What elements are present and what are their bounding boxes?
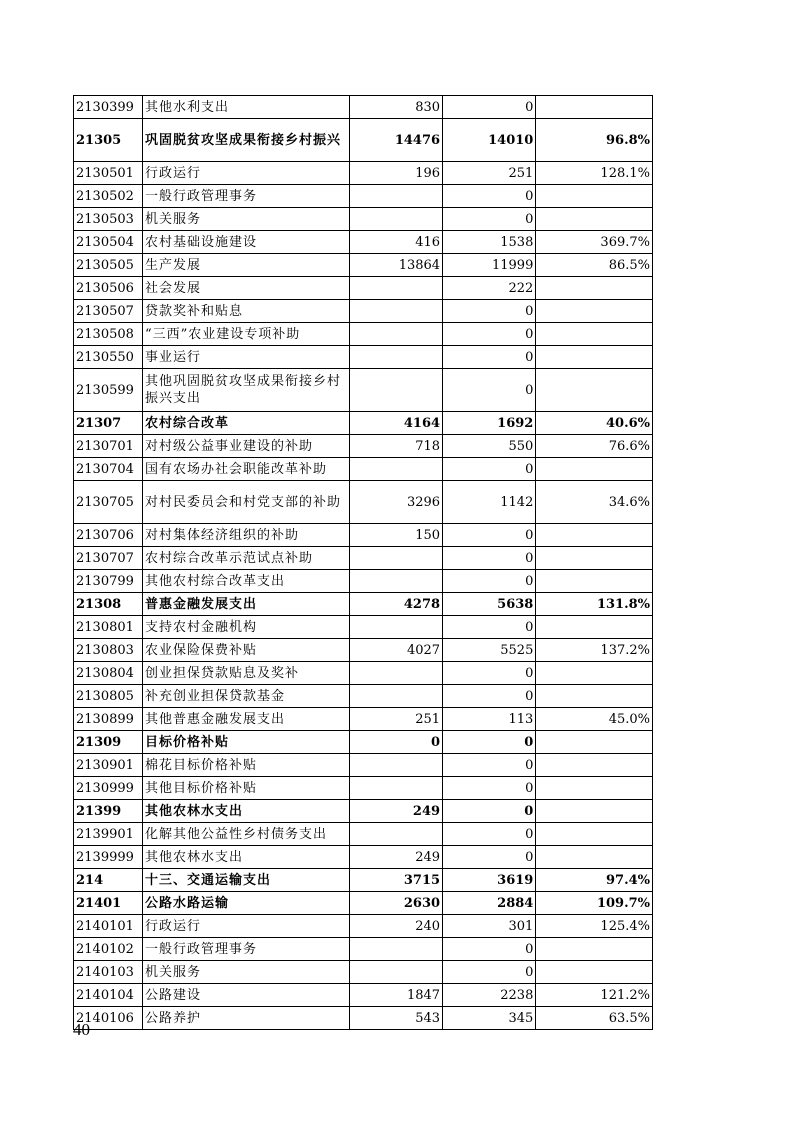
- row-percent: [536, 300, 653, 323]
- row-name: 补充创业担保贷款基金: [142, 685, 349, 708]
- row-value-2: 1142: [443, 481, 536, 524]
- row-code: 21309: [74, 731, 143, 754]
- table-row: [74, 254, 653, 277]
- row-value-2: 0: [443, 685, 536, 708]
- row-code: 2139901: [74, 823, 143, 846]
- row-value-1: [349, 185, 442, 208]
- row-name: 其他农林水支出: [142, 800, 349, 823]
- row-value-2: 0: [443, 96, 536, 119]
- row-name: 公路水路运输: [142, 892, 349, 915]
- table-row: [74, 458, 653, 481]
- row-value-2: 0: [443, 323, 536, 346]
- table-row: [74, 915, 653, 938]
- row-value-1: [349, 777, 442, 800]
- row-percent: [536, 96, 653, 119]
- row-percent: [536, 524, 653, 547]
- table-row: [74, 524, 653, 547]
- row-value-1: 4164: [349, 412, 442, 435]
- table-row: [74, 800, 653, 823]
- row-value-1: 0: [349, 731, 442, 754]
- row-value-1: [349, 547, 442, 570]
- row-name: 公路养护: [142, 1007, 349, 1030]
- row-value-2: 0: [443, 524, 536, 547]
- row-value-1: 240: [349, 915, 442, 938]
- row-value-2: 251: [443, 162, 536, 185]
- row-value-1: 14476: [349, 119, 442, 162]
- row-code: 2130503: [74, 208, 143, 231]
- budget-table: [73, 95, 653, 1030]
- row-value-1: [349, 277, 442, 300]
- row-name: 其他农林水支出: [142, 846, 349, 869]
- table-row: [74, 938, 653, 961]
- row-percent: 109.7%: [536, 892, 653, 915]
- row-code: 2130502: [74, 185, 143, 208]
- row-percent: [536, 323, 653, 346]
- row-value-2: 1538: [443, 231, 536, 254]
- row-name: 一般行政管理事务: [142, 185, 349, 208]
- row-percent: 40.6%: [536, 412, 653, 435]
- row-value-2: 345: [443, 1007, 536, 1030]
- row-code: 2140104: [74, 984, 143, 1007]
- row-value-1: [349, 346, 442, 369]
- table-row: [74, 593, 653, 616]
- row-code: 2140106: [74, 1007, 143, 1030]
- row-value-1: [349, 570, 442, 593]
- row-name: 对村级公益事业建设的补助: [142, 435, 349, 458]
- row-percent: [536, 754, 653, 777]
- row-value-1: 718: [349, 435, 442, 458]
- table-row: [74, 208, 653, 231]
- row-name: 其他水利支出: [142, 96, 349, 119]
- row-code: 2140103: [74, 961, 143, 984]
- row-value-1: [349, 616, 442, 639]
- table-row: [74, 412, 653, 435]
- row-value-1: 4027: [349, 639, 442, 662]
- row-percent: [536, 777, 653, 800]
- table-row: [74, 892, 653, 915]
- row-percent: [536, 961, 653, 984]
- row-name: 农村综合改革示范试点补助: [142, 547, 349, 570]
- row-value-2: 113: [443, 708, 536, 731]
- row-percent: 137.2%: [536, 639, 653, 662]
- row-value-1: 2630: [349, 892, 442, 915]
- row-value-2: 0: [443, 300, 536, 323]
- row-value-1: 543: [349, 1007, 442, 1030]
- table-body: [74, 96, 653, 1030]
- table-row: [74, 1007, 653, 1030]
- row-value-2: 0: [443, 938, 536, 961]
- row-value-2: 0: [443, 458, 536, 481]
- row-value-1: [349, 323, 442, 346]
- row-value-1: 3296: [349, 481, 442, 524]
- row-value-2: 5638: [443, 593, 536, 616]
- row-name: 对村集体经济组织的补助: [142, 524, 349, 547]
- row-value-2: 2884: [443, 892, 536, 915]
- row-code: 2130507: [74, 300, 143, 323]
- row-percent: [536, 369, 653, 412]
- row-percent: [536, 938, 653, 961]
- row-name: 其他巩固脱贫攻坚成果衔接乡村振兴支出: [142, 369, 349, 412]
- row-name: 社会发展: [142, 277, 349, 300]
- row-value-1: [349, 300, 442, 323]
- row-code: 21305: [74, 119, 143, 162]
- row-name: 支持农村金融机构: [142, 616, 349, 639]
- table-row: [74, 96, 653, 119]
- row-value-1: [349, 458, 442, 481]
- row-name: 农业保险保费补贴: [142, 639, 349, 662]
- row-percent: [536, 800, 653, 823]
- row-value-1: [349, 369, 442, 412]
- table-row: [74, 547, 653, 570]
- row-name: 其他农村综合改革支出: [142, 570, 349, 593]
- row-value-1: [349, 754, 442, 777]
- row-value-1: 4278: [349, 593, 442, 616]
- row-code: 2130999: [74, 777, 143, 800]
- row-name: 普惠金融发展支出: [142, 593, 349, 616]
- row-value-1: 416: [349, 231, 442, 254]
- row-code: 2130399: [74, 96, 143, 119]
- row-percent: [536, 685, 653, 708]
- row-value-2: 0: [443, 846, 536, 869]
- row-code: 2130599: [74, 369, 143, 412]
- table-row: [74, 231, 653, 254]
- row-percent: 76.6%: [536, 435, 653, 458]
- table-row: [74, 961, 653, 984]
- row-value-1: 150: [349, 524, 442, 547]
- row-percent: [536, 547, 653, 570]
- row-code: 21399: [74, 800, 143, 823]
- row-value-1: [349, 823, 442, 846]
- table-row: [74, 616, 653, 639]
- row-code: 2130705: [74, 481, 143, 524]
- table-row: [74, 300, 653, 323]
- table-row: [74, 869, 653, 892]
- row-value-2: 0: [443, 346, 536, 369]
- row-value-2: 0: [443, 961, 536, 984]
- row-percent: [536, 277, 653, 300]
- row-name: 农村综合改革: [142, 412, 349, 435]
- row-code: 2130799: [74, 570, 143, 593]
- row-value-2: 301: [443, 915, 536, 938]
- row-value-2: 0: [443, 800, 536, 823]
- table-row: [74, 685, 653, 708]
- row-name: 贷款奖补和贴息: [142, 300, 349, 323]
- table-row: [74, 119, 653, 162]
- row-percent: [536, 458, 653, 481]
- row-percent: [536, 570, 653, 593]
- row-name: 农村基础设施建设: [142, 231, 349, 254]
- row-value-1: 1847: [349, 984, 442, 1007]
- table-row: [74, 662, 653, 685]
- row-code: 2130707: [74, 547, 143, 570]
- row-code: 2130505: [74, 254, 143, 277]
- row-code: 2130706: [74, 524, 143, 547]
- row-percent: [536, 208, 653, 231]
- row-value-2: 0: [443, 547, 536, 570]
- row-value-1: 13864: [349, 254, 442, 277]
- row-code: 2130506: [74, 277, 143, 300]
- row-percent: 34.6%: [536, 481, 653, 524]
- row-value-2: 0: [443, 662, 536, 685]
- row-value-1: [349, 662, 442, 685]
- row-code: 2130701: [74, 435, 143, 458]
- row-name: 十三、交通运输支出: [142, 869, 349, 892]
- row-percent: 369.7%: [536, 231, 653, 254]
- row-percent: [536, 846, 653, 869]
- row-name: 行政运行: [142, 915, 349, 938]
- row-value-2: 0: [443, 823, 536, 846]
- row-value-2: 0: [443, 185, 536, 208]
- row-code: 2130804: [74, 662, 143, 685]
- row-value-2: 1692: [443, 412, 536, 435]
- row-name: 公路建设: [142, 984, 349, 1007]
- table-row: [74, 162, 653, 185]
- row-value-1: 249: [349, 846, 442, 869]
- row-value-1: 251: [349, 708, 442, 731]
- table-row: [74, 984, 653, 1007]
- row-code: 2130901: [74, 754, 143, 777]
- row-name: 对村民委员会和村党支部的补助: [142, 481, 349, 524]
- table-row: [74, 277, 653, 300]
- row-value-2: 0: [443, 570, 536, 593]
- table-row: [74, 708, 653, 731]
- row-code: 2130504: [74, 231, 143, 254]
- row-name: 巩固脱贫攻坚成果衔接乡村振兴: [142, 119, 349, 162]
- row-name: 化解其他公益性乡村债务支出: [142, 823, 349, 846]
- row-name: 一般行政管理事务: [142, 938, 349, 961]
- table-row: [74, 369, 653, 412]
- row-code: 2130550: [74, 346, 143, 369]
- table-row: [74, 846, 653, 869]
- row-value-1: [349, 938, 442, 961]
- row-percent: [536, 616, 653, 639]
- row-code: 2130805: [74, 685, 143, 708]
- row-name: “三西”农业建设专项补助: [142, 323, 349, 346]
- row-name: 其他目标价格补贴: [142, 777, 349, 800]
- row-value-1: [349, 961, 442, 984]
- row-code: 2130899: [74, 708, 143, 731]
- row-value-1: 3715: [349, 869, 442, 892]
- row-percent: [536, 185, 653, 208]
- table-row: [74, 823, 653, 846]
- row-name: 机关服务: [142, 961, 349, 984]
- row-value-2: 550: [443, 435, 536, 458]
- page-number: 40: [73, 1020, 90, 1039]
- row-code: 21307: [74, 412, 143, 435]
- row-name: 其他普惠金融发展支出: [142, 708, 349, 731]
- row-name: 生产发展: [142, 254, 349, 277]
- row-name: 棉花目标价格补贴: [142, 754, 349, 777]
- row-code: 2140102: [74, 938, 143, 961]
- row-value-2: 0: [443, 754, 536, 777]
- row-value-2: 14010: [443, 119, 536, 162]
- row-value-1: [349, 208, 442, 231]
- row-percent: 131.8%: [536, 593, 653, 616]
- row-code: 2140101: [74, 915, 143, 938]
- row-percent: 121.2%: [536, 984, 653, 1007]
- row-code: 21308: [74, 593, 143, 616]
- table-row: [74, 481, 653, 524]
- row-code: 2130501: [74, 162, 143, 185]
- row-percent: 86.5%: [536, 254, 653, 277]
- row-code: 2130801: [74, 616, 143, 639]
- table-row: [74, 323, 653, 346]
- row-percent: 128.1%: [536, 162, 653, 185]
- row-value-1: 196: [349, 162, 442, 185]
- row-percent: [536, 731, 653, 754]
- row-value-2: 0: [443, 777, 536, 800]
- row-name: 国有农场办社会职能改革补助: [142, 458, 349, 481]
- row-percent: 96.8%: [536, 119, 653, 162]
- table-row: [74, 754, 653, 777]
- row-percent: [536, 662, 653, 685]
- table-row: [74, 777, 653, 800]
- row-value-2: 11999: [443, 254, 536, 277]
- table-row: [74, 639, 653, 662]
- row-code: 2130508: [74, 323, 143, 346]
- row-name: 创业担保贷款贴息及奖补: [142, 662, 349, 685]
- row-percent: [536, 346, 653, 369]
- row-value-2: 0: [443, 369, 536, 412]
- row-code: 2130803: [74, 639, 143, 662]
- row-percent: 125.4%: [536, 915, 653, 938]
- table-row: [74, 185, 653, 208]
- row-percent: 63.5%: [536, 1007, 653, 1030]
- row-value-1: 249: [349, 800, 442, 823]
- table-row: [74, 570, 653, 593]
- row-percent: 45.0%: [536, 708, 653, 731]
- row-value-2: 0: [443, 616, 536, 639]
- row-value-1: 830: [349, 96, 442, 119]
- row-value-2: 0: [443, 208, 536, 231]
- table-row: [74, 731, 653, 754]
- row-value-1: [349, 685, 442, 708]
- row-code: 21401: [74, 892, 143, 915]
- row-value-2: 2238: [443, 984, 536, 1007]
- row-value-2: 0: [443, 731, 536, 754]
- row-value-2: 3619: [443, 869, 536, 892]
- row-name: 机关服务: [142, 208, 349, 231]
- table-row: [74, 435, 653, 458]
- row-percent: 97.4%: [536, 869, 653, 892]
- row-value-2: 222: [443, 277, 536, 300]
- row-name: 目标价格补贴: [142, 731, 349, 754]
- row-percent: [536, 823, 653, 846]
- table-row: [74, 346, 653, 369]
- row-value-2: 5525: [443, 639, 536, 662]
- row-name: 事业运行: [142, 346, 349, 369]
- row-name: 行政运行: [142, 162, 349, 185]
- row-code: 214: [74, 869, 143, 892]
- row-code: 2130704: [74, 458, 143, 481]
- row-code: 2139999: [74, 846, 143, 869]
